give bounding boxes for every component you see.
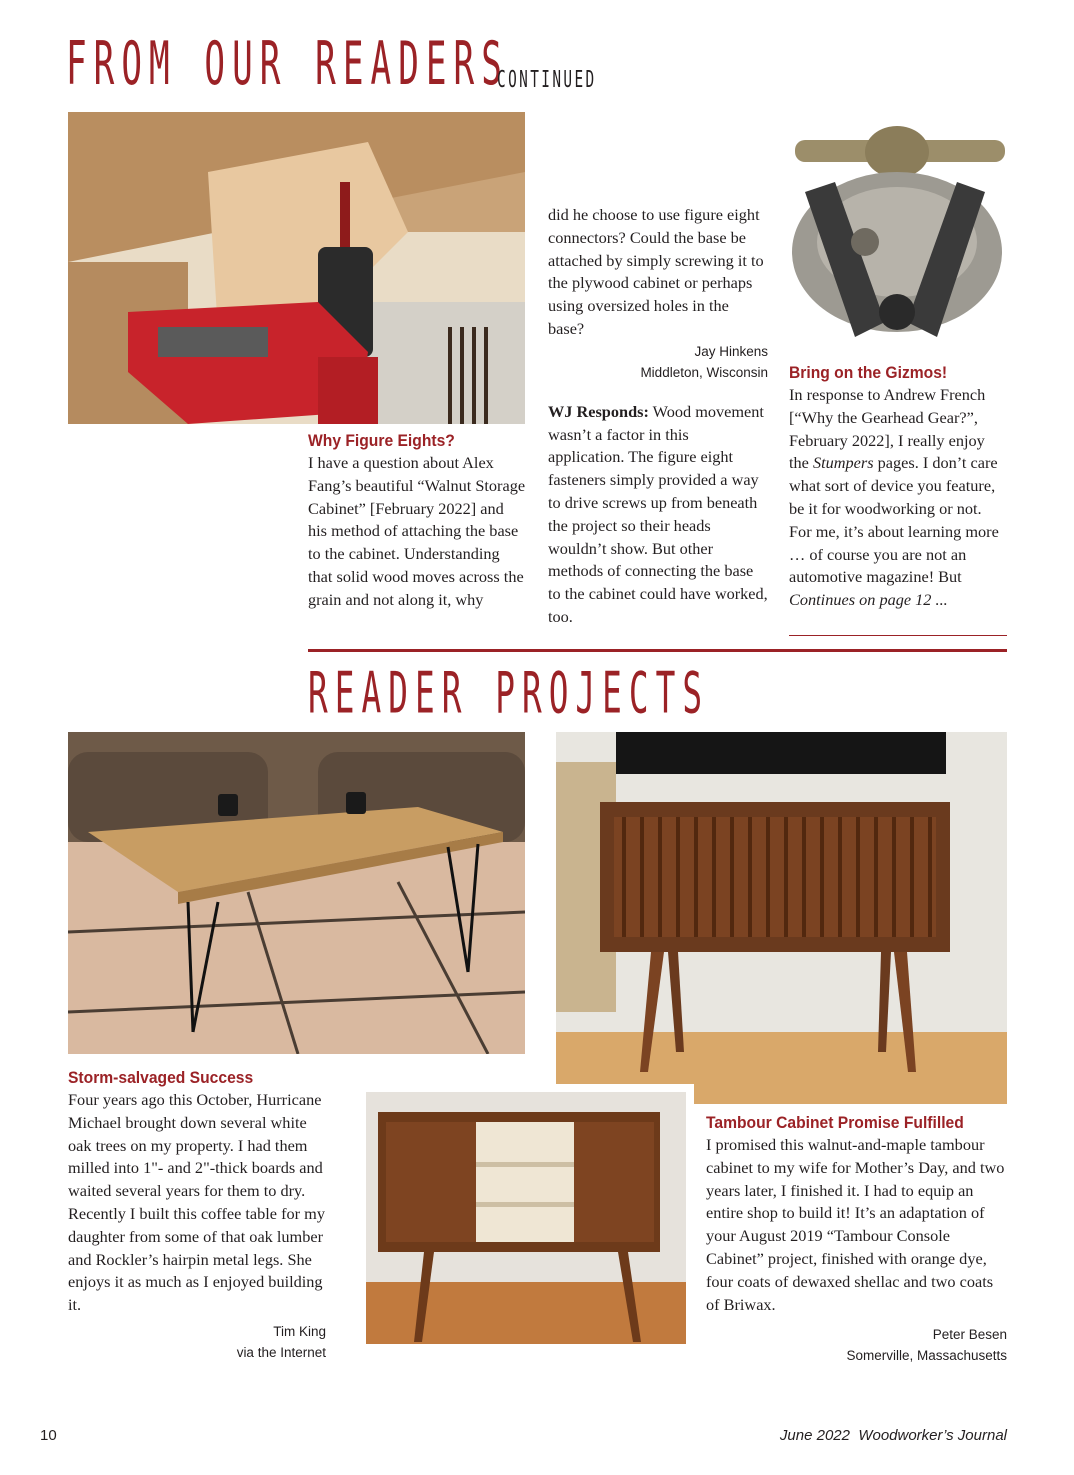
letter-heading: Why Figure Eights? [308, 431, 455, 450]
gizmo-photo [785, 122, 1007, 356]
project-body: I promised this walnut-and-maple tambour cabinet to my wife for Mother’s Day, and two years later, I finished it. I had to equip an entire shop to build it! It’s an adaptation of your August 2019 “Tambour Console Cabinet” project, finished with orange dye, four coats of dewaxed shellac and two coats of Briwax. [706, 1135, 1005, 1314]
letter-body-part: In response to Andrew French [“Why the Gearhead Gear?”, February 2022], I really enjoy the [789, 385, 986, 473]
continues-underline [789, 635, 1007, 636]
letter-body: I have a question about Alex Fang’s beautiful “Walnut Storage Cabinet” [February 2022] and his method of attaching the base to the cabinet. Understanding that solid wood moves across the grain and not along it, why [308, 453, 526, 609]
section-title: FROM OUR READERS [66, 30, 509, 99]
letter-figure-eights-col2 [548, 204, 768, 629]
letter-figure-eights-col1 [308, 430, 526, 612]
letter-heading: Bring on the Gizmos! [789, 363, 948, 382]
wj-response [548, 401, 768, 629]
author-location: via the Internet [236, 1344, 326, 1360]
letter-body [789, 384, 1007, 589]
letter-body-part: pages. I don’t care what sort of device you feature, be it for woodworking or not. For me, it’s about learning more … of course you are not an automotive magazine! But [789, 453, 999, 587]
coffee-table-photo [68, 732, 525, 1054]
author-location: Middleton, Wisconsin [640, 364, 768, 380]
continues-text[interactable]: Continues on page 12 ... [789, 590, 948, 610]
reader-projects-header [308, 660, 822, 727]
author-name: Peter Besen [932, 1327, 1007, 1343]
project-heading: Storm-salvaged Success [68, 1068, 254, 1087]
issue-credit: June 2022 Woodworker’s Journal [779, 1427, 1007, 1444]
project-signature [706, 1324, 1007, 1366]
response-text: Wood movement wasn’t a factor in this application. The figure eight fasteners simply provided a way to drive screws up from beneath the project so their heads wouldn’t show. But other methods of connecting the base to the cabinet could have worked, too. [548, 401, 768, 626]
reader-projects-title: READER PROJECTS [308, 660, 710, 727]
continues-link[interactable] [789, 589, 1007, 612]
letter-body-continued: did he choose to use figure eight connectors? Could the base be attached by simply screwing it to the plywood cabinet or perhaps using oversized holes in the base? [548, 205, 764, 338]
project-heading: Tambour Cabinet Promise Fulfilled [706, 1113, 964, 1132]
stumpers-emphasis: Stumpers [812, 453, 874, 473]
author-name: Tim King [273, 1323, 326, 1339]
project-tambour [706, 1112, 1007, 1366]
continued-label: CONTINUED [497, 66, 597, 94]
project-storm [68, 1067, 326, 1363]
project-signature [68, 1321, 326, 1363]
letter-gizmos [789, 362, 1007, 612]
drill-photo [68, 112, 525, 424]
tambour-cabinet-open-photo [366, 1084, 694, 1344]
section-divider [308, 649, 1007, 652]
response-label: WJ Responds: [548, 401, 649, 421]
project-body: Four years ago this October, Hurricane Michael brought down several white oak trees on my property. I had them milled into 1"- and 2"-thick boards and waited several years for them to dry. Recently I built this coffee table for my daughter from some of that oak lumber and Rockler’s hairpin metal legs. She enjoys it as much as I enjoyed building it. [68, 1090, 325, 1315]
author-name: Jay Hinkens [694, 343, 768, 359]
page-number: 10 [40, 1427, 57, 1444]
tambour-cabinet-photo [556, 732, 1007, 1104]
letter-signature [548, 341, 768, 383]
author-location: Somerville, Massachusetts [846, 1348, 1007, 1364]
